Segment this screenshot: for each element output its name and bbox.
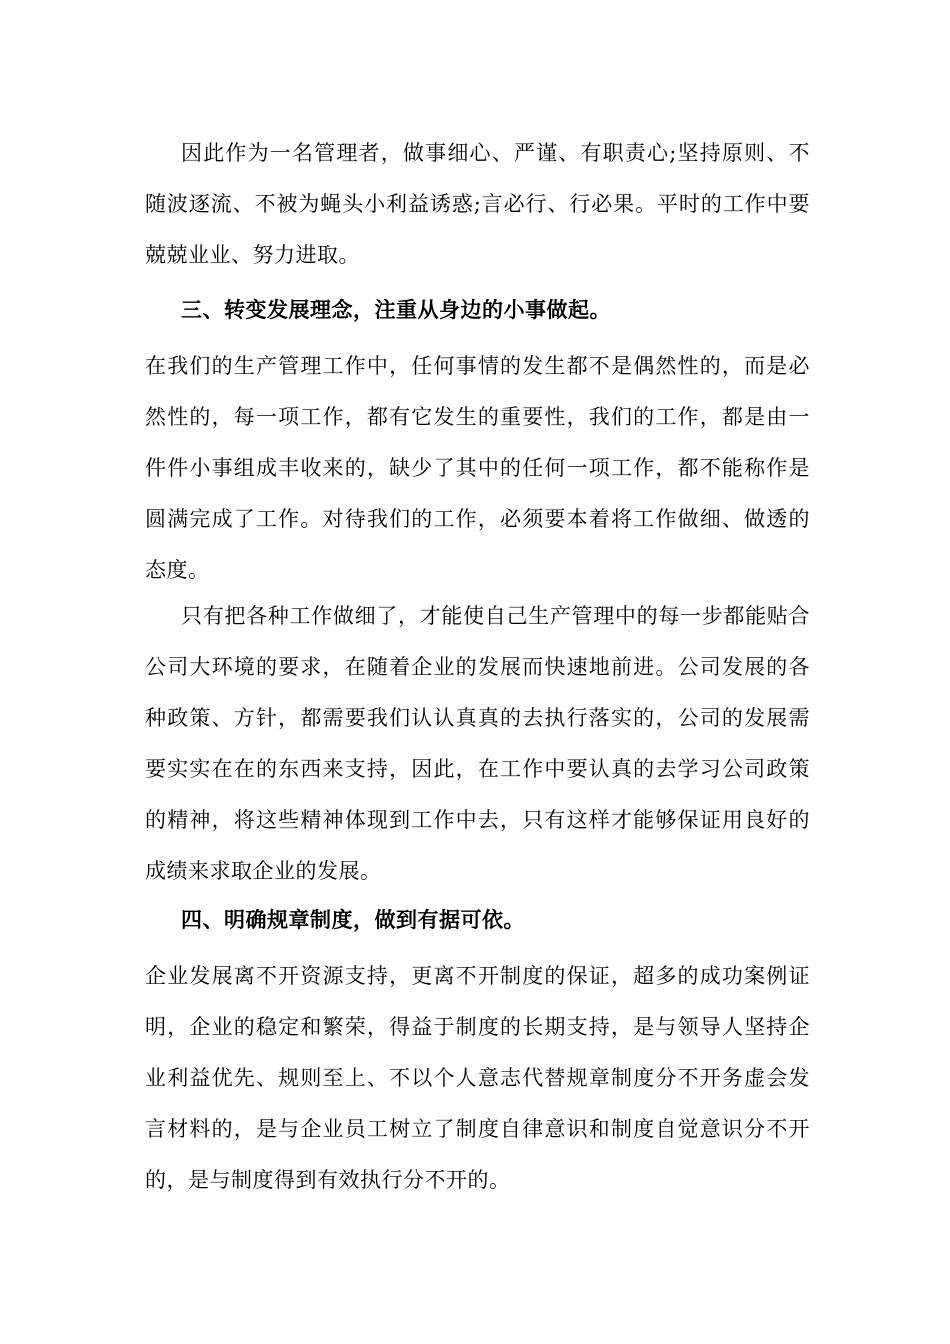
- paragraph-manager-conduct: 因此作为一名管理者，做事细心、严谨、有职责心;坚持原则、不随波逐流、不被为蝇头小利益诱惑;言必行、行必果。平时的工作中要兢兢业业、努力进取。: [145, 141, 810, 267]
- paragraph-regulations: 企业发展离不开资源支持，更离不开制度的保证，超多的成功案例证明，企业的稳定和繁荣，得益于制度的长期支持，是与领导人坚持企业利益优先、规则至上、不以个人意志代替规章制度分不开务虚会发言材料的，是与企业员工树立了制度自律意识和制度自觉意识分不开的，是与制度得到有效执行分不开的。: [145, 964, 810, 1192]
- paragraph-work-details: 只有把各种工作做细了，才能使自己生产管理中的每一步都能贴合公司大环境的要求，在随着企业的发展而快速地前进。公司发展的各种政策、方针，都需要我们认认真真的去执行落实的，公司的发展需要实实在在的东西来支持，因此，在工作中要认真的去学习公司政策的精神，将这些精神体现到工作中去，只有这样才能够保证用良好的成绩来求取企业的发展。: [145, 604, 810, 883]
- section-heading-three: 三、转变发展理念，注重从身边的小事做起。: [181, 298, 611, 322]
- section-heading-four: 四、明确规章制度，做到有据可依。: [181, 908, 525, 932]
- paragraph-small-things: 在我们的生产管理工作中，任何事情的发生都不是偶然性的，而是必然性的，每一项工作，都有它发生的重要性，我们的工作，都是由一件件小事组成丰收来的，缺少了其中的任何一项工作，都不能称作是圆满完成了工作。对待我们的工作，必须要本着将工作做细、做透的态度。: [145, 354, 810, 582]
